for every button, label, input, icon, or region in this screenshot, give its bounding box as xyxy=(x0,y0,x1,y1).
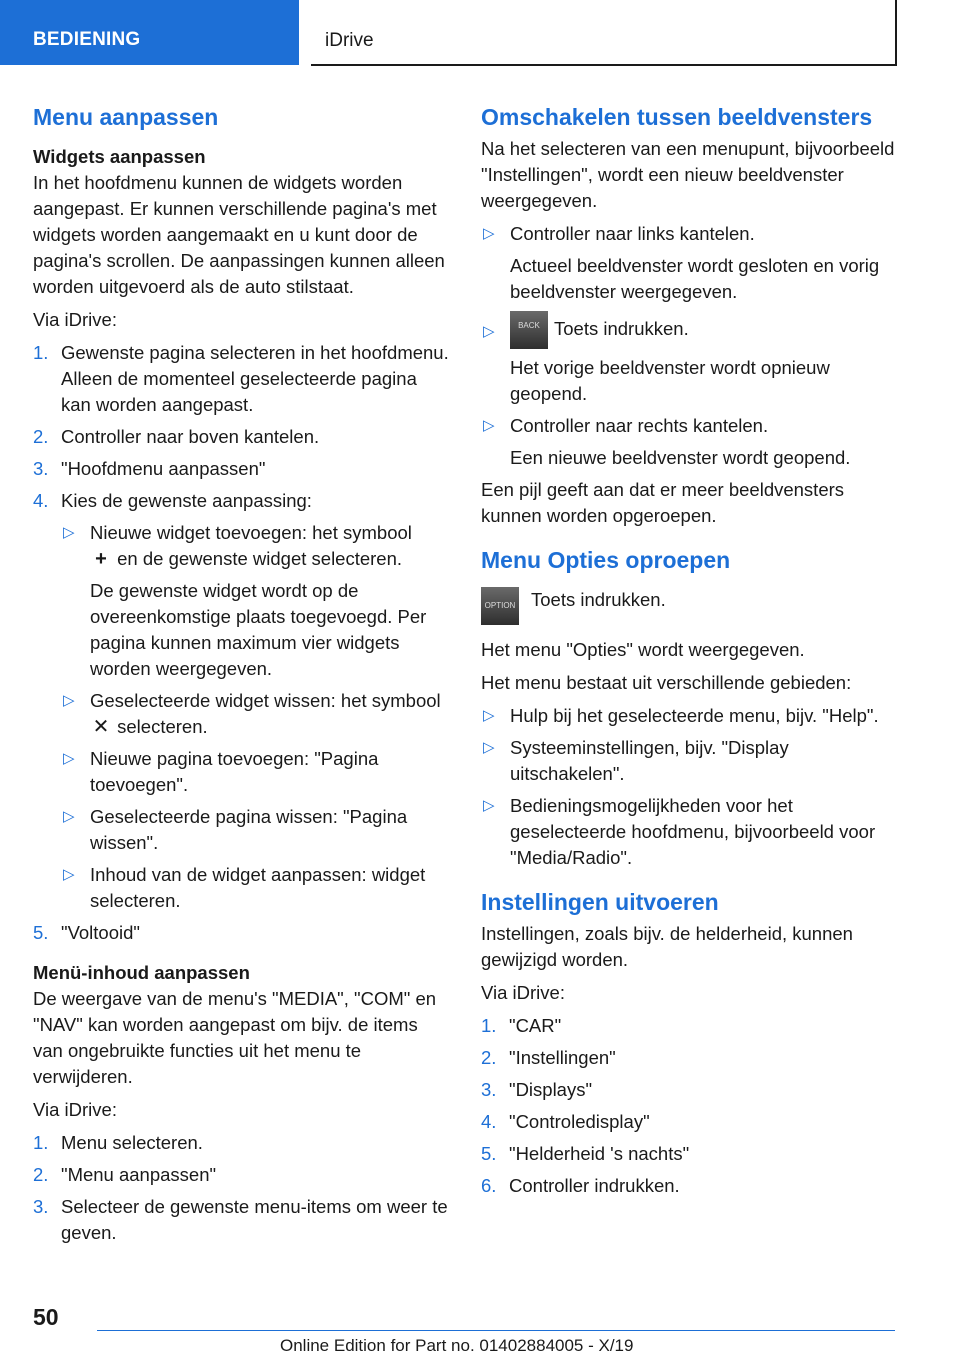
heading-menu-inhoud: Menü-inhoud aanpassen xyxy=(33,962,250,983)
footer-divider xyxy=(97,1330,895,1331)
menu-inhoud-paragraph: De weergave van de menu's "MEDIA", "COM" en "NAV" kan worden aangepast om bijv. de items van ongebruikte functies uit het menu te verwijderen. xyxy=(33,988,437,1087)
heading-omschakelen: Omschakelen tussen beeldvensters xyxy=(481,104,873,130)
bullet-item: ▷ Geselecteerde pagina wissen: "Pagina wissen". xyxy=(63,806,408,853)
list-item: 5. "Helderheid 's nachts" xyxy=(481,1143,690,1164)
close-icon: ✕ xyxy=(92,716,110,738)
bullet-item: ▷ Inhoud van de widget aanpassen: widget selecteren. xyxy=(63,864,426,911)
page-number: 50 xyxy=(33,1304,59,1330)
via-idrive: Via iDrive: xyxy=(33,309,117,330)
bullet-item: ▷ Bedieningsmogelijkheden voor het geselecteerde hoofdmenu, bijvoorbeeld voor "Media/Radio". xyxy=(483,795,876,868)
list-item: 2. Controller naar boven kantelen. xyxy=(33,426,320,447)
settings-paragraph: Instellingen, zoals bijv. de helderheid, kunnen gewijzigd worden. xyxy=(481,923,853,970)
heading-instellingen: Instellingen uitvoeren xyxy=(481,889,719,915)
left-column xyxy=(33,100,449,1252)
bullet-item: ▷ Hulp bij het geselecteerde menu, bijv. "Help". xyxy=(481,703,901,729)
triangle-bullet-icon: ▷ xyxy=(483,323,495,340)
bullet-item: ▷ Nieuwe pagina toevoegen: "Pagina toevoegen". xyxy=(63,748,379,795)
widgets-paragraph: In het hoofdmenu kunnen de widgets worden aangepast. Er kunnen verschillende pagina's met widgets worden aangemaakt en u kunt door de pagina's scrollen. De aanpassingen kunnen alleen worden uitgevoerd als de auto stilstaat. xyxy=(33,172,445,297)
list-item: 6. Controller indrukken. xyxy=(481,1175,680,1196)
option-button-icon: OPTION xyxy=(481,587,519,625)
triangle-bullet-icon: ▷ xyxy=(63,866,75,883)
plus-icon: + xyxy=(95,548,107,570)
list-item: 3. "Displays" xyxy=(481,1079,593,1100)
triangle-bullet-icon: ▷ xyxy=(483,225,495,242)
heading-widgets-aanpassen: Widgets aanpassen xyxy=(33,146,206,167)
bullet-item: ▷ Controller naar links kantelen. Actueel beeldvenster wordt gesloten en vorig beeldvenster weergegeven. xyxy=(481,221,901,305)
list-item: 5. "Voltooid" xyxy=(33,922,140,943)
triangle-bullet-icon: ▷ xyxy=(63,808,75,825)
triangle-bullet-icon: ▷ xyxy=(63,750,75,767)
heading-opties: Menu Opties oproepen xyxy=(481,547,731,573)
list-item: 1. Menu selecteren. xyxy=(33,1132,203,1153)
bullet-item: ▷ Geselecteerde widget wissen: het symbool ✕ selecteren. xyxy=(63,690,441,738)
bullet-item: ▷ BACK Toets indrukken. Het vorige beeldvenster wordt opnieuw geopend. xyxy=(481,311,901,407)
list-item: 3. Selecteer de gewenste menu-items om weer te geven. xyxy=(33,1196,448,1243)
header-chapter xyxy=(311,0,897,66)
triangle-bullet-icon: ▷ xyxy=(483,797,495,814)
bullet-item: ▷ Systeeminstellingen, bijv. "Display uitschakelen". xyxy=(483,737,789,784)
list-item: 1. Gewenste pagina selecteren in het hoofdmenu. Alleen de momenteel geselecteerde pagina kan worden aangepast. xyxy=(33,342,449,415)
list-item: 4. Kies de gewenste aanpassing: ▷ Nieuwe widget toevoegen: het symbool + en de gewenste widget selecteren. De gewenste widget wordt op de overeenkomstige plaats toegevoegd. Per pagina kunnen maximum vier widgets worden weergegeven. ▷ Geselecteerde widget wissen: het symbool ✕ selecteren. ▷ Nieuwe pagina toevoegen: "Pagina toevoegen". ▷ Geselecteerde pagina wissen: "Pagina wissen". ▷ Inhoud van de widget aanpassen: widget selecteren. xyxy=(33,488,449,914)
triangle-bullet-icon: ▷ xyxy=(63,692,75,709)
triangle-bullet-icon: ▷ xyxy=(63,524,75,541)
options-paragraph-2: Het menu bestaat uit verschillende gebieden: xyxy=(481,672,852,693)
switch-paragraph: Na het selecteren van een menupunt, bijvoorbeeld "Instellingen", wordt een nieuw beeldvenster weergegeven. xyxy=(481,138,895,211)
list-item: 2. "Menu aanpassen" xyxy=(33,1164,217,1185)
options-paragraph-1: Het menu "Opties" wordt weergegeven. xyxy=(481,639,805,660)
chapter-title: iDrive xyxy=(325,30,374,51)
right-column xyxy=(481,100,901,1205)
section-title: BEDIENING xyxy=(33,29,141,50)
list-item: 2. "Instellingen" xyxy=(481,1047,616,1068)
bullet-subtext: De gewenste widget wordt op de overeenkomstige plaats toegevoegd. Per pagina kunnen maximum vier widgets worden weergegeven. xyxy=(90,580,427,679)
via-idrive: Via iDrive: xyxy=(33,1099,117,1120)
triangle-bullet-icon: ▷ xyxy=(483,739,495,756)
triangle-bullet-icon: ▷ xyxy=(483,707,495,724)
triangle-bullet-icon: ▷ xyxy=(483,417,495,434)
bullet-subtext: Een nieuwe beeldvenster wordt geopend. xyxy=(510,447,851,468)
edition-text: Online Edition for Part no. 01402884005 - X/19 xyxy=(280,1336,634,1355)
header-section-tab xyxy=(0,0,299,65)
back-button-icon: BACK xyxy=(510,311,548,349)
list-item: 3. "Hoofdmenu aanpassen" xyxy=(33,458,266,479)
bullet-subtext: Het vorige beeldvenster wordt opnieuw geopend. xyxy=(510,357,830,404)
arrow-paragraph: Een pijl geeft aan dat er meer beeldvensters kunnen worden opgeroepen. xyxy=(481,479,845,526)
list-item: 4. "Controledisplay" xyxy=(481,1111,650,1132)
bullet-item: ▷ Nieuwe widget toevoegen: het symbool + en de gewenste widget selecteren. De gewenste widget wordt op de overeenkomstige plaats toegevoegd. Per pagina kunnen maximum vier widgets worden weergegeven. xyxy=(61,520,449,682)
list-item: 1. "CAR" xyxy=(481,1015,562,1036)
via-idrive: Via iDrive: xyxy=(481,982,565,1003)
bullet-subtext: Actueel beeldvenster wordt gesloten en vorig beeldvenster weergegeven. xyxy=(510,255,880,302)
option-row: OPTION Toets indrukken. xyxy=(481,587,901,627)
bullet-item: ▷ Controller naar rechts kantelen. Een nieuwe beeldvenster wordt geopend. xyxy=(481,413,901,471)
heading-menu-aanpassen: Menu aanpassen xyxy=(33,104,219,130)
